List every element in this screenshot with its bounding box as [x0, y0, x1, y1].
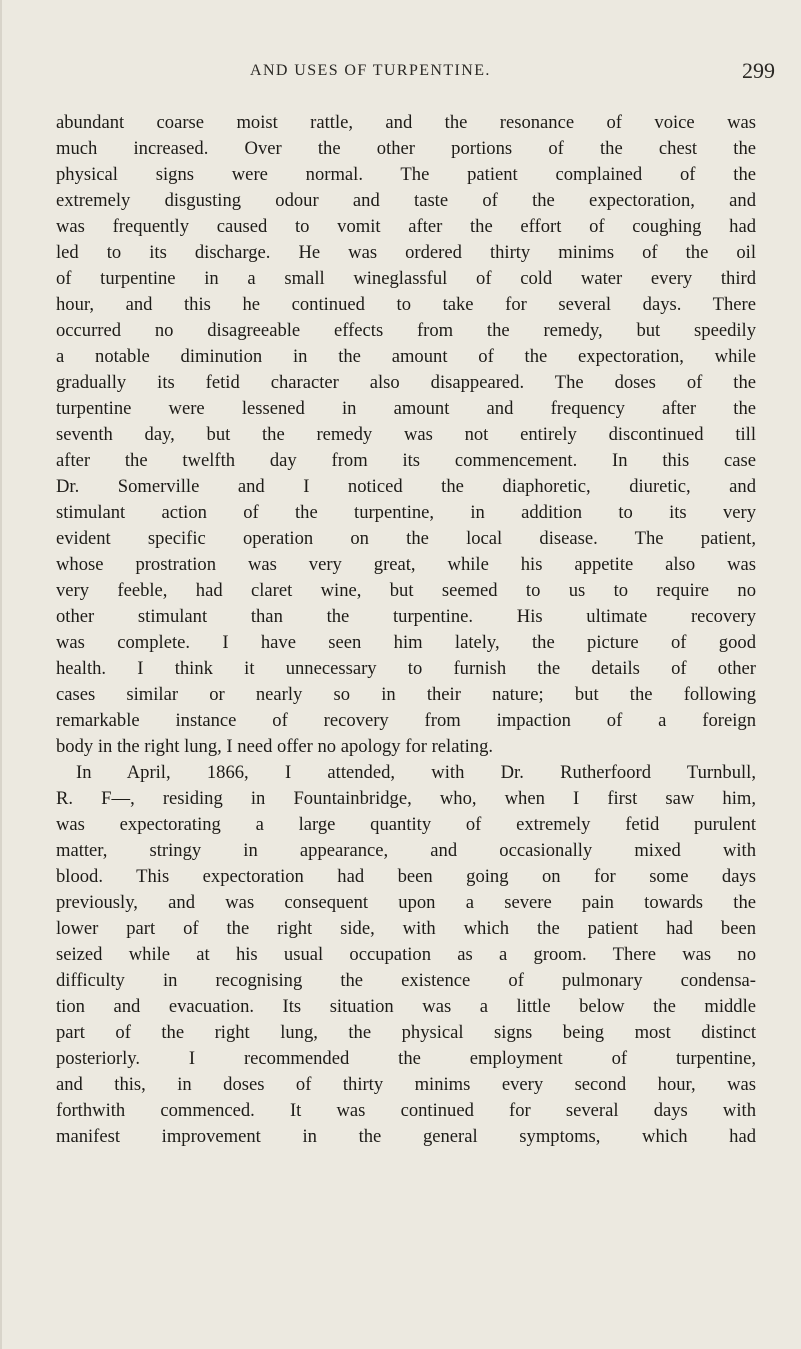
text-line: part of the right lung, the physical signs being most distinct — [56, 1022, 756, 1043]
text-line: of turpentine in a small wineglassful of cold water every third — [56, 268, 756, 289]
text-line: a notable diminution in the amount of the expectoration, while — [56, 346, 756, 367]
text-line: remarkable instance of recovery from impaction of a foreign — [56, 710, 756, 731]
page-header — [0, 58, 801, 86]
running-title: AND USES OF TURPENTINE. — [250, 62, 491, 79]
text-line: manifest improvement in the general symptoms, which had — [56, 1126, 756, 1147]
text-line: led to its discharge. He was ordered thirty minims of the oil — [56, 242, 756, 263]
text-line: gradually its fetid character also disappeared. The doses of the — [56, 372, 756, 393]
text-line: blood. This expectoration had been going on for some days — [56, 866, 756, 887]
text-line: other stimulant than the turpentine. His ultimate recovery — [56, 606, 756, 627]
text-line: turpentine were lessened in amount and frequency after the — [56, 398, 756, 419]
text-line: was frequently caused to vomit after the effort of coughing had — [56, 216, 756, 237]
text-line: seized while at his usual occupation as a groom. There was no — [56, 944, 756, 965]
text-line: whose prostration was very great, while his appetite also was — [56, 554, 756, 575]
text-line: seventh day, but the remedy was not entirely discontinued till — [56, 424, 756, 445]
text-line: physical signs were normal. The patient complained of the — [56, 164, 756, 185]
text-line: and this, in doses of thirty minims every second hour, was — [56, 1074, 756, 1095]
text-line: was complete. I have seen him lately, the picture of good — [56, 632, 756, 653]
text-line: extremely disgusting odour and taste of the expectoration, and — [56, 190, 756, 211]
paragraph-start-line: In April, 1866, I attended, with Dr. Rutherfoord Turnbull, — [76, 762, 756, 783]
text-line: occurred no disagreeable effects from the remedy, but speedily — [56, 320, 756, 341]
text-line: evident specific operation on the local disease. The patient, — [56, 528, 756, 549]
text-line: forthwith commenced. It was continued for several days with — [56, 1100, 756, 1121]
text-line: difficulty in recognising the existence of pulmonary condensa- — [56, 970, 756, 991]
text-line: cases similar or nearly so in their nature; but the following — [56, 684, 756, 705]
page-number: 299 — [742, 58, 775, 83]
text-line: after the twelfth day from its commencement. In this case — [56, 450, 756, 471]
body-text — [56, 110, 756, 1150]
text-line: matter, stringy in appearance, and occasionally mixed with — [56, 840, 756, 861]
text-line: health. I think it unnecessary to furnish the details of other — [56, 658, 756, 679]
text-line: Dr. Somerville and I noticed the diaphoretic, diuretic, and — [56, 476, 756, 497]
text-line: lower part of the right side, with which the patient had been — [56, 918, 756, 939]
text-line: abundant coarse moist rattle, and the resonance of voice was — [56, 112, 756, 133]
text-line: R. F—, residing in Fountainbridge, who, when I first saw him, — [56, 788, 756, 809]
text-line: was expectorating a large quantity of extremely fetid purulent — [56, 814, 756, 835]
text-line: stimulant action of the turpentine, in addition to its very — [56, 502, 756, 523]
text-line: hour, and this he continued to take for several days. There — [56, 294, 756, 315]
text-line: much increased. Over the other portions of the chest the — [56, 138, 756, 159]
paragraph-end-line: body in the right lung, I need offer no apology for relating. — [56, 736, 494, 757]
text-line: tion and evacuation. Its situation was a little below the middle — [56, 996, 756, 1017]
text-line: posteriorly. I recommended the employment of turpentine, — [56, 1048, 756, 1069]
text-line: very feeble, had claret wine, but seemed to us to require no — [56, 580, 756, 601]
text-line: previously, and was consequent upon a severe pain towards the — [56, 892, 756, 913]
page-edge-shadow — [0, 0, 2, 1349]
